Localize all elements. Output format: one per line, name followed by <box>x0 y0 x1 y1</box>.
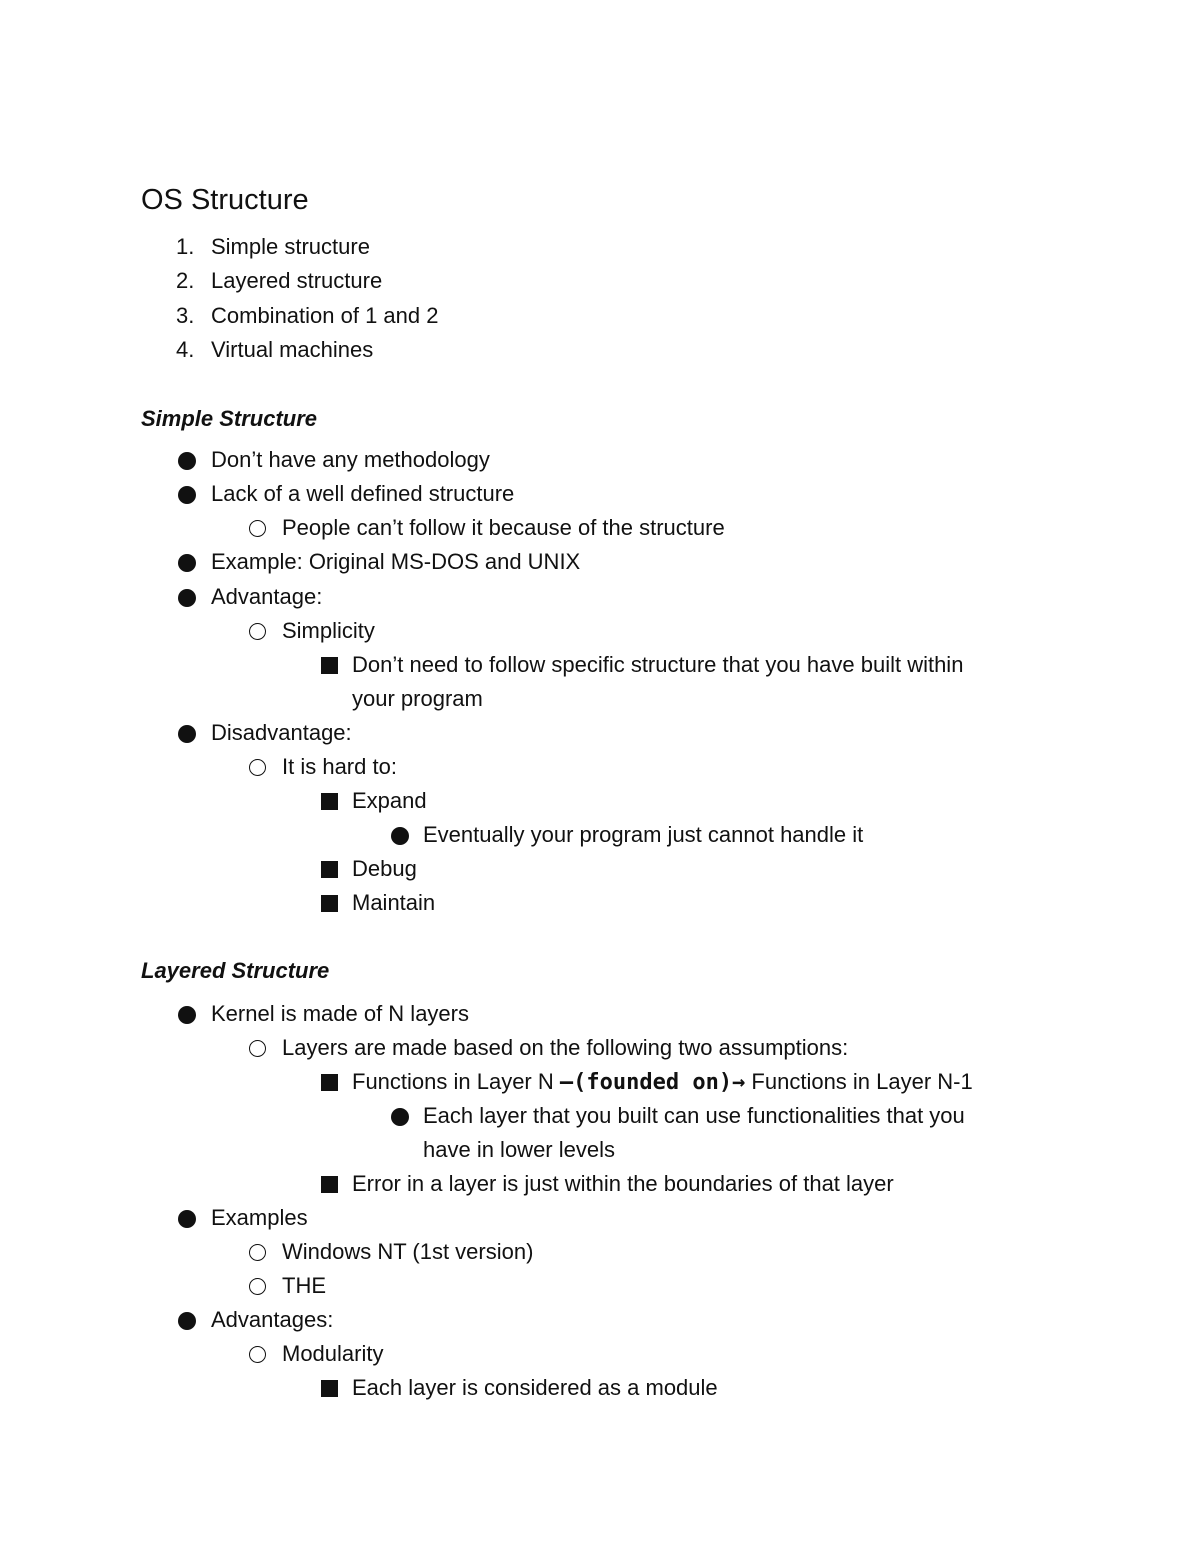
list-item: Advantage: <box>211 584 323 609</box>
bullet-disc-icon <box>391 827 409 845</box>
outline-item: Simple structure <box>211 234 370 259</box>
functions-text-suffix: Functions in Layer N-1 <box>745 1069 973 1094</box>
bullet-circle-icon <box>249 1244 266 1261</box>
bullet-disc-icon <box>178 554 196 572</box>
bullet-disc-icon <box>178 1210 196 1228</box>
list-item: Disadvantage: <box>211 720 352 745</box>
list-item: Each layer is considered as a module <box>352 1375 718 1400</box>
founded-on-arrow: –(founded on)→ <box>559 1070 746 1095</box>
bullet-disc-icon <box>178 452 196 470</box>
bullet-disc-icon <box>391 1108 409 1126</box>
outline-number: 2. <box>176 268 195 293</box>
bullet-square-icon <box>321 1380 338 1397</box>
list-item: Each layer that you built can use functionalities that you <box>423 1103 965 1128</box>
list-item: Kernel is made of N layers <box>211 1001 469 1026</box>
functions-text-prefix: Functions in Layer N <box>352 1069 560 1094</box>
bullet-circle-icon <box>249 1278 266 1295</box>
list-item: Eventually your program just cannot handle it <box>423 822 864 847</box>
bullet-circle-icon <box>249 623 266 640</box>
list-item: Modularity <box>282 1341 384 1366</box>
bullet-circle-icon <box>249 1346 266 1363</box>
outline-number: 3. <box>176 303 195 328</box>
list-item: Advantages: <box>211 1307 334 1332</box>
list-item: Maintain <box>352 890 436 915</box>
list-item: It is hard to: <box>282 754 397 779</box>
outline-item: Combination of 1 and 2 <box>211 303 439 328</box>
list-item: Simplicity <box>282 618 375 643</box>
bullet-square-icon <box>321 895 338 912</box>
section-heading-simple: Simple Structure <box>141 406 318 431</box>
list-item: Don’t have any methodology <box>211 447 490 472</box>
bullet-circle-icon <box>249 520 266 537</box>
outline-item: Layered structure <box>211 268 383 293</box>
bullet-square-icon <box>321 1176 338 1193</box>
outline-number: 4. <box>176 337 195 362</box>
bullet-square-icon <box>321 861 338 878</box>
bullet-disc-icon <box>178 725 196 743</box>
bullet-disc-icon <box>178 486 196 504</box>
bullet-disc-icon <box>178 1006 196 1024</box>
list-item-continuation: your program <box>352 686 483 711</box>
list-item: Examples <box>211 1205 308 1230</box>
list-item: THE <box>282 1273 326 1298</box>
list-item <box>352 1068 973 1097</box>
bullet-square-icon <box>321 793 338 810</box>
list-item: Don’t need to follow specific structure that you have built within <box>352 652 964 677</box>
bullet-circle-icon <box>249 1040 266 1057</box>
list-item-continuation: have in lower levels <box>423 1137 615 1162</box>
bullet-square-icon <box>321 1074 338 1091</box>
outline-item: Virtual machines <box>211 337 374 362</box>
bullet-disc-icon <box>178 589 196 607</box>
list-item: Windows NT (1st version) <box>282 1239 534 1264</box>
bullet-square-icon <box>321 657 338 674</box>
section-heading-layered: Layered Structure <box>141 958 330 983</box>
list-item: Debug <box>352 856 417 881</box>
bullet-disc-icon <box>178 1312 196 1330</box>
list-item: Layers are made based on the following two assumptions: <box>282 1035 849 1060</box>
outline-number: 1. <box>176 234 195 259</box>
page-title: OS Structure <box>141 184 309 216</box>
list-item: Expand <box>352 788 427 813</box>
list-item: Error in a layer is just within the boundaries of that layer <box>352 1171 894 1196</box>
list-item: People can’t follow it because of the structure <box>282 515 725 540</box>
bullet-circle-icon <box>249 759 266 776</box>
list-item: Lack of a well defined structure <box>211 481 515 506</box>
list-item: Example: Original MS-DOS and UNIX <box>211 549 581 574</box>
